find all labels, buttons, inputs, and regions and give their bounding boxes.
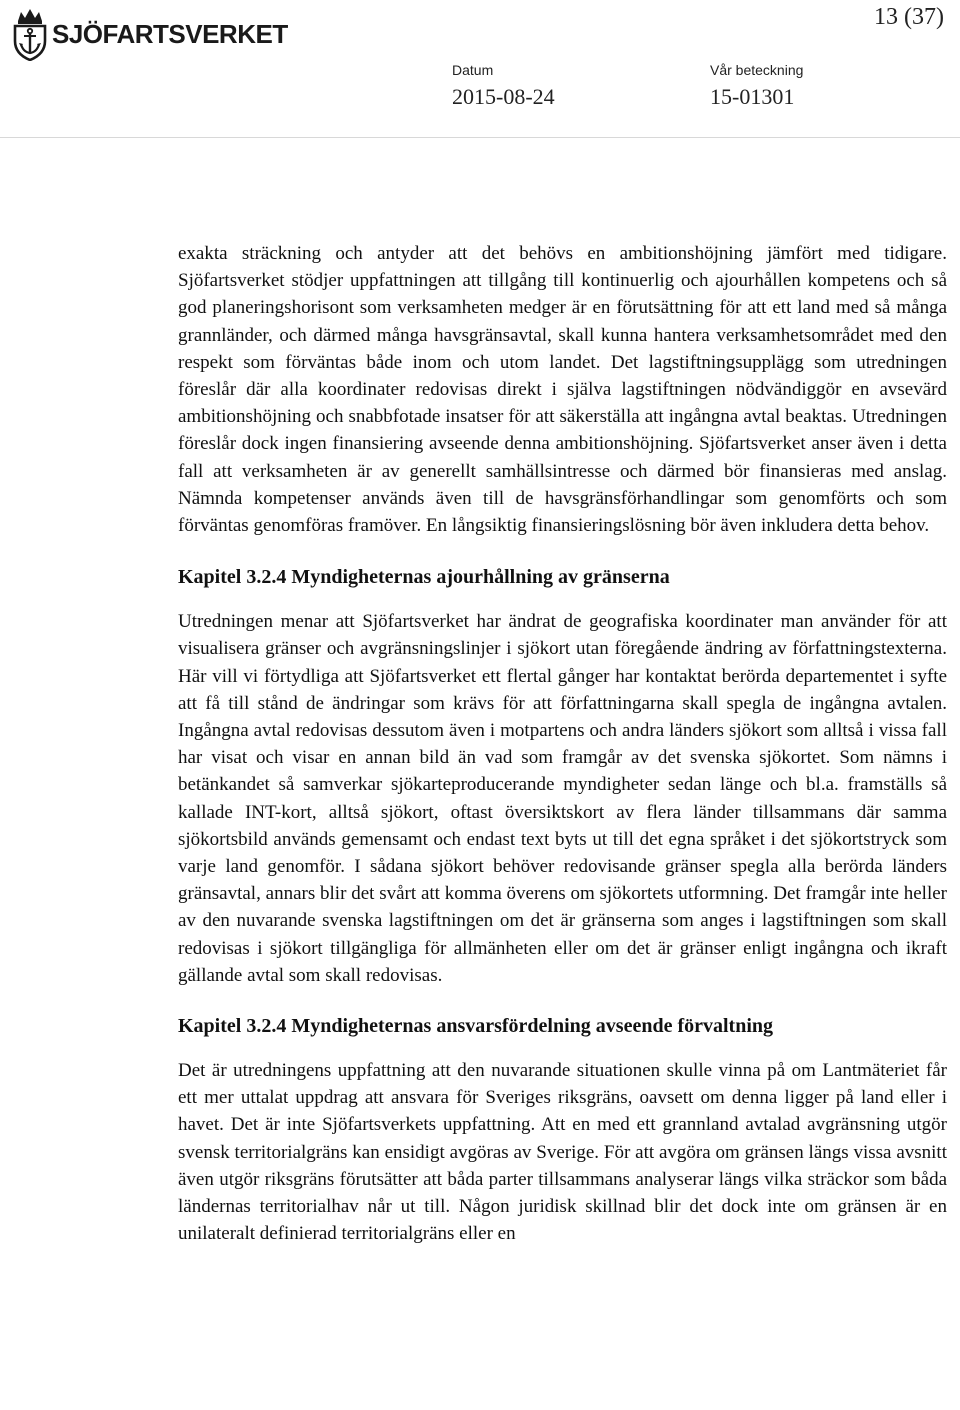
section-heading: Kapitel 3.2.4 Myndigheternas ansvarsfördelning avseende förvaltning: [178, 1015, 774, 1038]
sjofartsverket-logo: [12, 4, 288, 64]
page-number: 13 (37): [874, 4, 944, 30]
logo-wordmark: SJÖFARTSVERKET: [52, 18, 288, 49]
section-heading: Kapitel 3.2.4 Myndigheternas ajourhållning av gränserna: [178, 566, 670, 589]
body-paragraph: Utredningen menar att Sjöfartsverket har ändrat de geografiska koordinater man använder för att visualisera gränser och avgränsningslinjer i sjökort utan föregående ändring av författningstexterna. Här vill vi förtydliga att Sjöfartsverket ett flertal gånger har kontaktat berörda departementet i syfte att få till stånd de ändringar som krävs för att författningarna skall spegla de ingångna avtalen. Ingångna avtal redovisas dessutom även i motpartens och andra länders sjökort som alltså i vissa fall har visat och visar en annan bild än vad som framgår av det svenska sjökortet. Som nämns i betänkandet så samverkar sjökarteproducerande myndigheter sedan länge och bl.a. framställs så kallade INT-kort, alltså sjökort, oftast översiktskort av flera länder tillsammans där samma sjökortsbild används gemensamt och endast text byts ut till det egna språket i det sjökortstryck som varje land genomför. I sådana sjökort behöver redovisande gränser spegla alla berörda länders gränsavtal, annars blir det svårt att komma överens om sjökortets utformning. Det framgår inte heller av den nuvarande svenska lagstiftningen om det är gränserna som anges i lagstiftningen som skall redovisas i sjökort tillgängliga för allmänheten eller om det är gränser enligt ingångna och ikraft gällande avtal som skall redovisas.: [178, 611, 947, 986]
page-header: [0, 0, 960, 140]
reference-block: [710, 62, 803, 110]
document-body: [178, 240, 947, 1248]
crown-anchor-emblem-icon: [12, 7, 48, 61]
date-value: 2015-08-24: [452, 84, 555, 109]
body-paragraph: exakta sträckning och antyder att det behövs en ambitionshöjning jämfört med tidigare. Sjöfartsverket stödjer uppfattningen att tillgång till kontinuerlig och ajourhållen kompetens och så god planeringshorisont som verksamheten medger är en förutsättning för att ett land med så många grannländer, och därmed många havsgränsavtal, skall kunna hantera verksamhetsområdet med den respekt som förväntas både inom och utom landet. Det lagstiftningsupplägg som utredningen föreslår där alla koordinater redovisas direkt i själva lagstiftningen nödvändiggör en avsevärd ambitionshöjning och snabbfotade insatser för att säkerställa att ingångna avtal beaktas. Utredningen föreslår dock ingen finansiering avseende denna ambitionshöjning. Sjöfartsverket anser även i detta fall att verksamheten är av generellt samhällsintresse och därmed bör finansieras med anslag. Nämnda kompetenser används även till de havsgränsförhandlingar som genomförts och som förväntas genomföras framöver. En långsiktig finansieringslösning bör även inkludera detta behov.: [178, 243, 947, 537]
header-divider: [0, 137, 960, 138]
date-block: [452, 62, 555, 110]
body-paragraph: Det är utredningens uppfattning att den nuvarande situationen skulle vinna på om Lantmäteriet får ett mer uttalat uppdrag att ansvara för Sveriges riksgräns, oavsett om denna ligger på land eller i havet. Det är inte Sjöfartsverkets uppfattning. Att en med ett grannland avtalad avgränsning utgör svensk territorialgräns kan ensidigt avgöras av Sverige. För att avgöra om gränsen längs vissa avsnitt även utgör riksgräns förutsätter att båda parter tillsammans analyserar längs vilka sträckor som båda ländernas territorialhav når ut till. Någon juridisk skillnad blir det dock inte om gränsen är en unilateralt definierad territorialgräns eller en: [178, 1060, 947, 1245]
reference-label: Vår beteckning: [710, 62, 804, 78]
reference-value: 15-01301: [710, 84, 795, 109]
date-label: Datum: [452, 62, 494, 78]
